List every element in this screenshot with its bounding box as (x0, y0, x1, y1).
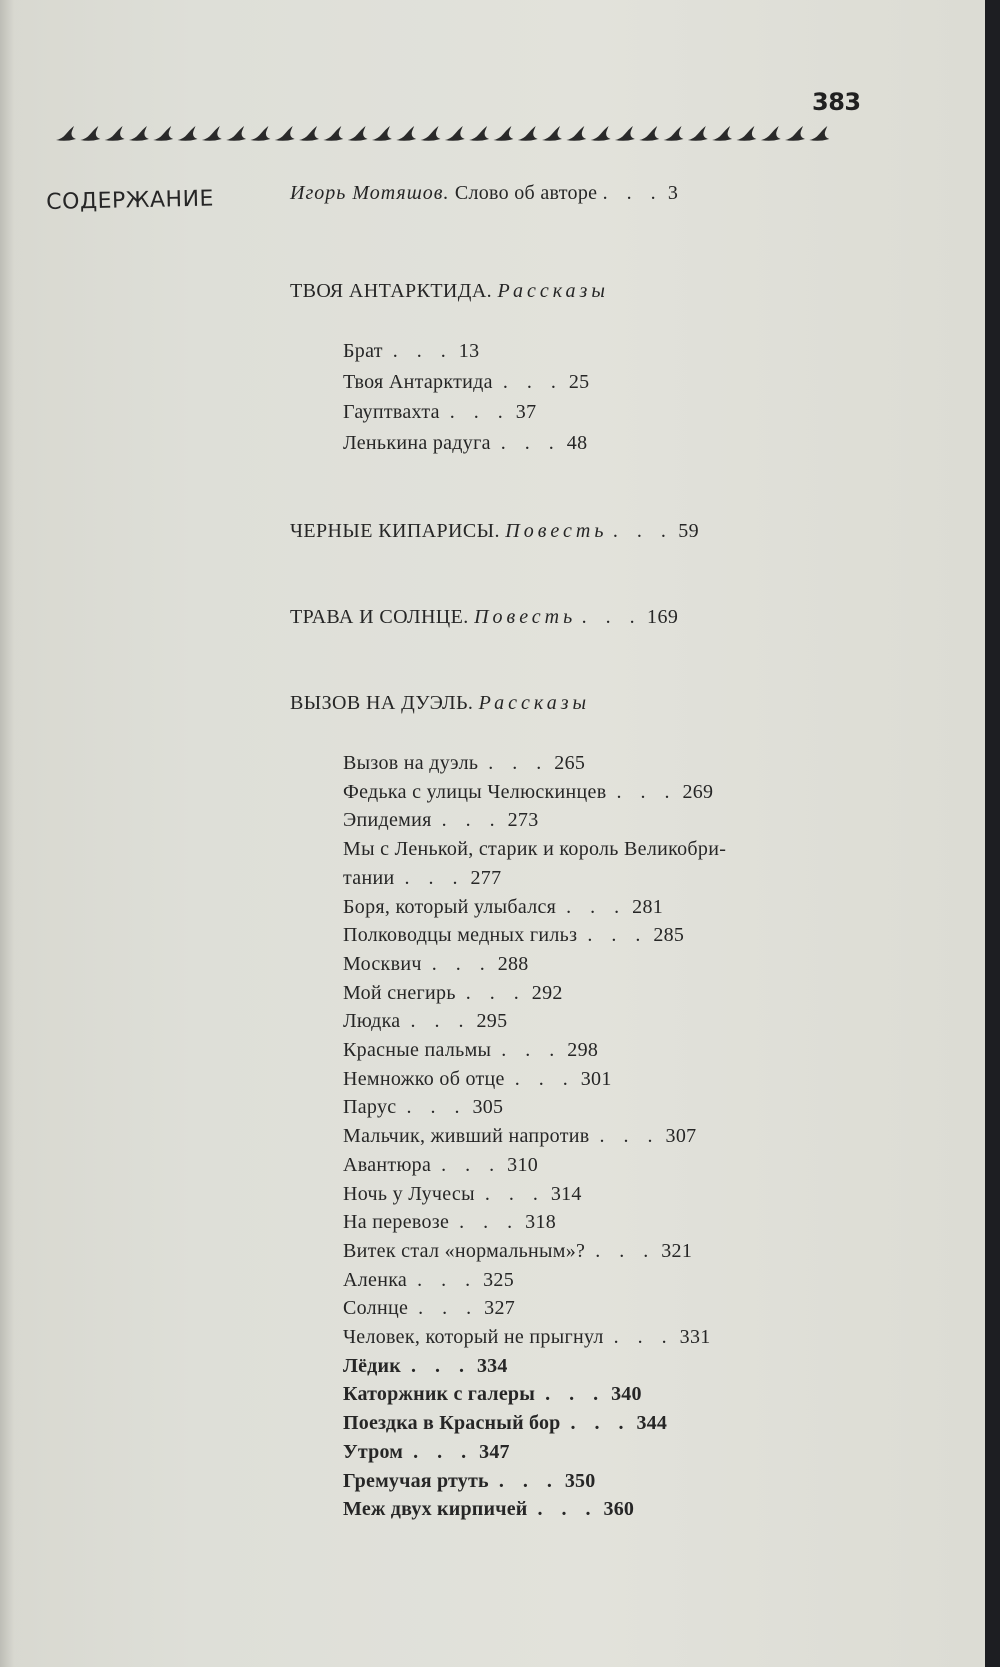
ornament-wave-mark (518, 126, 538, 141)
toc-entry-title: Мальчик, живший напротив (343, 1125, 590, 1148)
toc-entry-dots: . . . (595, 1239, 656, 1262)
toc-entry-dots: . . . (410, 1010, 471, 1033)
toc-entry-page: 331 (679, 1326, 711, 1348)
ornament-wave-mark (761, 126, 781, 141)
toc-entry (343, 896, 663, 919)
wave-ornament (54, 118, 854, 148)
toc-entry-title: Федька с улицы Челюскинцев (343, 780, 607, 803)
section-title: ТРАВА И СОЛНЦЕ. (290, 606, 469, 628)
toc-entry (343, 1269, 514, 1292)
toc-entry (343, 867, 501, 890)
toc-entry-page: 310 (507, 1153, 539, 1176)
ornament-wave-mark (396, 126, 416, 141)
ornament-wave-mark (275, 126, 295, 141)
toc-entry (343, 401, 536, 424)
ornament-wave-mark (202, 126, 222, 141)
toc-entry-page: 298 (567, 1039, 599, 1061)
toc-entry (343, 1096, 503, 1119)
section-heading (290, 606, 678, 629)
toc-entry-dots: . . . (431, 952, 492, 975)
toc-entry-dots: . . . (441, 1153, 502, 1176)
toc-entry (343, 924, 684, 947)
intro-entry (290, 182, 678, 205)
toc-entry-title: Утром (343, 1440, 404, 1463)
toc-entry-dots: . . . (404, 866, 465, 889)
section-genre: Повесть (474, 606, 577, 628)
toc-entry (343, 1297, 515, 1320)
toc-entry-title: Гремучая ртуть (343, 1469, 489, 1492)
ornament-wave-mark (323, 126, 343, 141)
toc-entry-title: Поездка в Красный бор (343, 1412, 561, 1435)
toc-entry-page: 277 (470, 866, 502, 889)
section-page: 59 (678, 520, 700, 542)
toc-entry (343, 1240, 692, 1263)
ornament-wave-mark (250, 126, 270, 141)
toc-entry-dots: . . . (441, 809, 502, 832)
toc-entry-title: Парус (343, 1096, 397, 1119)
section-heading (290, 520, 699, 543)
toc-entry-page: 325 (483, 1268, 515, 1291)
toc-entry-page: 25 (568, 370, 590, 393)
contents-heading: СОДЕРЖАНИЕ (46, 186, 215, 215)
toc-entry (343, 1211, 556, 1234)
toc-entry-title: Боря, который улыбался (343, 895, 557, 918)
toc-entry-dots: . . . (484, 1182, 545, 1205)
toc-entry-page: 344 (636, 1412, 668, 1435)
toc-entry-page: 37 (515, 401, 537, 423)
toc-entry-dots: . . . (566, 895, 627, 918)
toc-entry-dots: . . . (501, 1039, 562, 1061)
ornament-wave-mark (615, 126, 635, 141)
toc-entry (343, 1010, 507, 1033)
toc-entry-title: Твоя Антарктида (343, 370, 493, 393)
toc-entry-dots: . . . (465, 981, 526, 1004)
toc-entry-dots: . . . (498, 1469, 559, 1492)
ornament-wave-mark (299, 126, 319, 141)
toc-entry-dots: . . . (587, 924, 648, 947)
toc-entry-page: 285 (653, 924, 685, 947)
ornament-wave-mark (785, 126, 805, 141)
ornament-wave-mark (469, 126, 489, 141)
intro-author: Игорь Мотяшов. (290, 182, 450, 204)
toc-entry (343, 1383, 642, 1406)
toc-entry-page: 314 (550, 1182, 582, 1205)
toc-entry (343, 1039, 598, 1062)
toc-entry-dots: . . . (488, 752, 549, 774)
section-genre: Рассказы (497, 280, 609, 302)
section-heading (290, 280, 609, 303)
ornament-wave-mark (493, 126, 513, 141)
toc-entry-title: Ночь у Лучесы (343, 1182, 475, 1205)
ornament-wave-mark (226, 126, 246, 141)
toc-entry-dots: . . . (449, 401, 510, 423)
toc-entry-page: 307 (665, 1125, 697, 1148)
toc-entry-page: 334 (476, 1354, 508, 1377)
toc-entry-page: 321 (661, 1239, 693, 1262)
section-heading (290, 692, 590, 715)
toc-entry-title: Гауптвахта (343, 401, 440, 423)
toc-entry-page: 273 (507, 809, 539, 832)
toc-entry (343, 1125, 696, 1148)
ornament-wave-mark (348, 126, 368, 141)
ornament-wave-mark (664, 126, 684, 141)
toc-entry-dots: . . . (537, 1498, 598, 1521)
toc-entry-dots: . . . (413, 1440, 474, 1463)
toc-entry-page: 350 (564, 1469, 596, 1492)
toc-entry (343, 752, 585, 775)
toc-entry-title: Москвич (343, 952, 422, 975)
toc-entry (343, 781, 713, 804)
toc-entry (343, 371, 589, 394)
page-edge-shadow (985, 0, 1000, 1667)
ornament-wave-mark (178, 126, 198, 141)
ornament-wave-mark (80, 126, 100, 141)
toc-entry-title: Мы с Ленькой, старик и король Великобри- (343, 838, 727, 861)
toc-entry-dots: . . . (545, 1383, 606, 1406)
toc-entry (343, 1470, 595, 1493)
toc-entry (343, 432, 587, 455)
toc-entry (343, 340, 479, 363)
ornament-wave-mark (591, 126, 611, 141)
toc-entry-page: 292 (531, 981, 563, 1004)
page-number: 383 (812, 88, 861, 116)
toc-entry-title: Мой снегирь (343, 981, 456, 1004)
toc-entry-page: 347 (479, 1440, 510, 1463)
toc-entry-page: 360 (603, 1498, 635, 1521)
toc-entry-title: Каторжник с галеры (343, 1383, 536, 1406)
section-dots: . . . (581, 606, 642, 628)
ornament-wave-mark (445, 126, 465, 141)
toc-entry (343, 1183, 582, 1206)
toc-entry (343, 953, 529, 976)
toc-entry-title: Вызов на дуэль (343, 752, 479, 774)
toc-entry-page: 318 (525, 1211, 557, 1234)
toc-entry (343, 1326, 711, 1349)
toc-entry-dots: . . . (459, 1211, 520, 1234)
intro-title: Слово об авторе (454, 182, 598, 204)
ornament-wave-mark (566, 126, 586, 141)
toc-entry-dots: . . . (502, 370, 563, 393)
toc-entry-dots: . . . (514, 1067, 575, 1090)
toc-entry (343, 838, 726, 861)
toc-entry-dots: . . . (570, 1412, 631, 1435)
toc-entry-page: 13 (458, 340, 480, 362)
ornament-wave-mark (372, 126, 392, 141)
intro-page: 3 (667, 182, 679, 204)
toc-entry (343, 1355, 508, 1378)
toc-entry (343, 1498, 634, 1521)
ornament-wave-mark (153, 126, 173, 141)
toc-entry-dots: . . . (616, 780, 677, 803)
ornament-wave-mark (421, 126, 441, 141)
toc-entry-page: 327 (484, 1297, 516, 1320)
toc-entry (343, 809, 539, 832)
toc-entry-page: 301 (580, 1067, 612, 1090)
toc-entry (343, 1154, 538, 1177)
ornament-wave-mark (129, 126, 149, 141)
toc-entry-title: На перевозе (343, 1211, 450, 1234)
toc-entry-title: Меж двух кирпичей (343, 1498, 528, 1521)
toc-entry-dots: . . . (410, 1354, 471, 1377)
toc-entry-title: Витек стал «нормальным»? (343, 1239, 586, 1262)
toc-entry-dots: . . . (417, 1268, 478, 1291)
toc-entry (343, 1412, 667, 1435)
ornament-wave-mark (56, 126, 76, 141)
toc-entry (343, 1068, 612, 1091)
toc-entry-dots: . . . (406, 1096, 467, 1119)
toc-entry-title: Солнце (343, 1297, 409, 1320)
toc-entry-dots: . . . (599, 1125, 660, 1148)
toc-entry-dots: . . . (613, 1326, 674, 1348)
toc-entry-title: Авантюра (343, 1153, 432, 1176)
toc-entry-title: Людка (343, 1010, 401, 1033)
section-genre: Рассказы (478, 692, 591, 714)
section-title: ВЫЗОВ НА ДУЭЛЬ. (290, 692, 474, 714)
section-title: ТВОЯ АНТАРКТИДА. (290, 280, 493, 302)
ornament-wave-mark (639, 126, 659, 141)
toc-entry-title: Лёдик (343, 1354, 401, 1377)
toc-entry-page: 305 (472, 1096, 504, 1119)
toc-entry-title: Красные пальмы (343, 1039, 492, 1061)
toc-entry (343, 982, 563, 1005)
ornament-wave-mark (809, 126, 829, 141)
toc-entry-dots: . . . (418, 1297, 479, 1320)
toc-entry (343, 1441, 510, 1464)
intro-dots: . . . (602, 182, 663, 204)
ornament-wave-mark (542, 126, 562, 141)
toc-entry-dots: . . . (392, 340, 453, 362)
section-genre: Повесть (505, 520, 608, 542)
toc-entry-page: 265 (554, 752, 586, 774)
toc-entry-title: Эпидемия (343, 809, 432, 832)
section-title: ЧЕРНЫЕ КИПАРИСЫ. (290, 520, 500, 542)
ornament-wave-mark (712, 126, 732, 141)
section-page: 169 (647, 606, 679, 628)
toc-entry-page: 288 (497, 952, 529, 975)
toc-entry-page: 281 (632, 895, 664, 918)
ornament-wave-mark (688, 126, 708, 141)
toc-entry-title: Полководцы медных гильз (343, 924, 578, 947)
toc-entry-page: 269 (682, 780, 714, 803)
toc-entry-title: Аленка (343, 1268, 408, 1291)
toc-entry-dots: . . . (500, 431, 561, 454)
section-dots: . . . (612, 520, 673, 542)
toc-entry-page: 340 (611, 1383, 642, 1406)
toc-entry-title: Немножко об отце (343, 1067, 505, 1090)
ornament-wave-mark (105, 126, 125, 141)
toc-entry-page: 48 (566, 431, 588, 454)
toc-entry-page: 295 (476, 1010, 508, 1033)
toc-entry-title: Ленькина радуга (343, 431, 491, 454)
toc-entry-title: Человек, который не прыгнул (343, 1326, 604, 1348)
toc-entry-title: тании (343, 866, 395, 889)
ornament-wave-mark (736, 126, 756, 141)
toc-entry-title: Брат (343, 340, 383, 362)
